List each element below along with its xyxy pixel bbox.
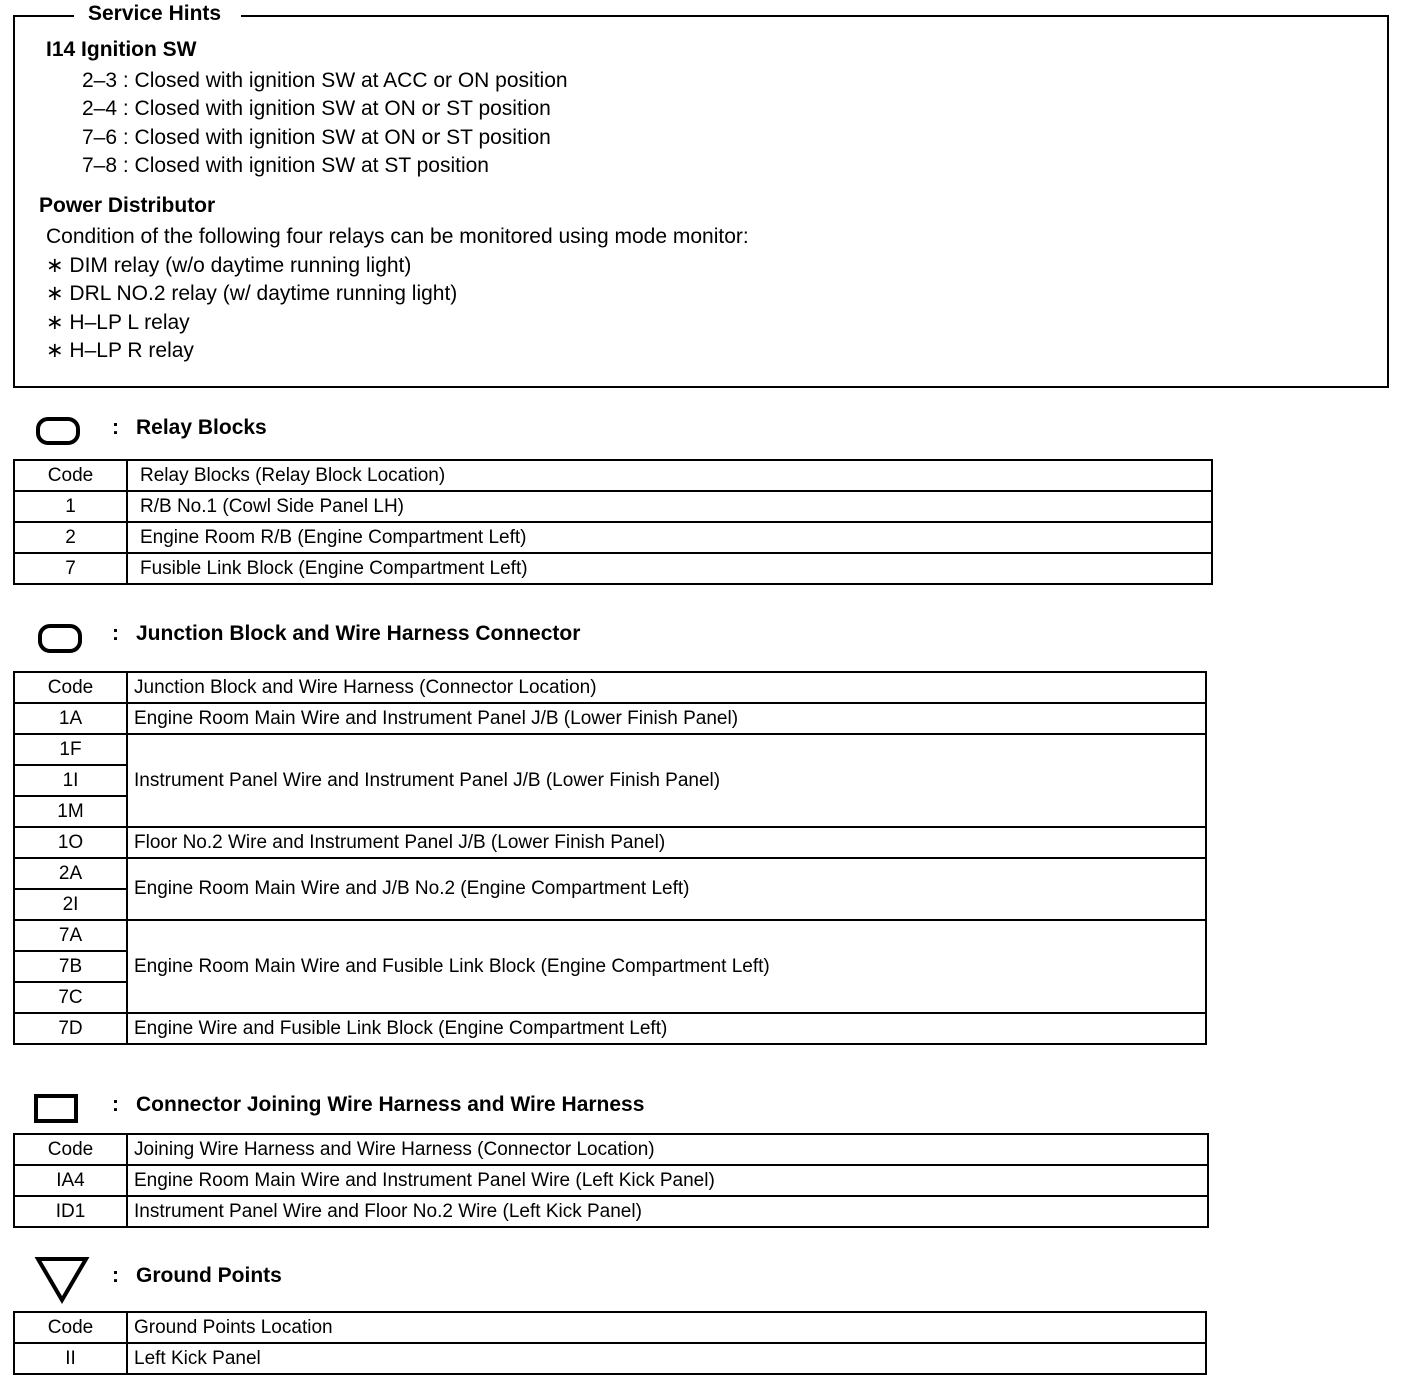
relay-blocks-colon: : <box>112 416 119 439</box>
ignition-sw-heading: I14 Ignition SW <box>46 38 197 61</box>
code-header: Code <box>14 672 127 703</box>
ground-point-triangle-icon <box>34 1256 90 1304</box>
table-header-row <box>14 672 1206 703</box>
location-header: Ground Points Location <box>127 1312 1206 1343</box>
table-row <box>14 1196 1208 1227</box>
relay-list-item: ∗ DRL NO.2 relay (w/ daytime running light) <box>46 282 458 305</box>
table-row <box>14 858 1206 889</box>
connectors-colon: : <box>112 1093 119 1116</box>
junction-block-symbol-icon <box>34 623 84 655</box>
code-cell: 2A <box>14 858 127 889</box>
ground-points-colon: : <box>112 1264 119 1287</box>
table-header-row <box>14 1312 1206 1343</box>
code-cell: 1F <box>14 734 127 765</box>
location-cell: Engine Room Main Wire and Fusible Link Block (Engine Compartment Left) <box>127 920 1206 1013</box>
location-header: Junction Block and Wire Harness (Connector Location) <box>127 672 1206 703</box>
code-cell: IA4 <box>14 1165 127 1196</box>
location-cell: R/B No.1 (Cowl Side Panel LH) <box>127 491 1212 522</box>
relay-block-symbol-icon <box>34 416 82 446</box>
table-row <box>14 1165 1208 1196</box>
table-row <box>14 703 1206 734</box>
junction-blocks-colon: : <box>112 622 119 645</box>
code-cell: 7 <box>14 553 127 584</box>
ground-points-header <box>34 1264 934 1304</box>
ignition-hint-line: 2–4 : Closed with ignition SW at ON or ST position <box>82 97 551 120</box>
connector-symbol-icon <box>34 1093 80 1125</box>
ground-points-title: Ground Points <box>136 1264 282 1287</box>
location-header: Joining Wire Harness and Wire Harness (Connector Location) <box>127 1134 1208 1165</box>
junction-blocks-header <box>34 622 934 662</box>
code-cell: ID1 <box>14 1196 127 1227</box>
location-cell: Floor No.2 Wire and Instrument Panel J/B (Lower Finish Panel) <box>127 827 1206 858</box>
code-cell: 2I <box>14 889 127 920</box>
code-cell: II <box>14 1343 127 1374</box>
service-hints-title: Service Hints <box>74 2 241 26</box>
code-cell: 7C <box>14 982 127 1013</box>
location-cell: Left Kick Panel <box>127 1343 1206 1374</box>
location-cell: Engine Room Main Wire and Instrument Panel Wire (Left Kick Panel) <box>127 1165 1208 1196</box>
location-cell: Engine Room Main Wire and Instrument Panel J/B (Lower Finish Panel) <box>127 703 1206 734</box>
location-cell: Engine Room Main Wire and J/B No.2 (Engine Compartment Left) <box>127 858 1206 920</box>
relay-blocks-header <box>34 416 934 456</box>
ignition-hint-line: 7–6 : Closed with ignition SW at ON or ST position <box>82 126 551 149</box>
table-row <box>14 1013 1206 1044</box>
table-row <box>14 920 1206 951</box>
relay-list-item: ∗ H–LP L relay <box>46 311 190 334</box>
connectors-title: Connector Joining Wire Harness and Wire Harness <box>136 1093 645 1116</box>
junction-blocks-table <box>13 671 1207 1045</box>
code-header: Code <box>14 1312 127 1343</box>
table-row <box>14 1343 1206 1374</box>
table-row <box>14 522 1212 553</box>
location-cell: Fusible Link Block (Engine Compartment Left) <box>127 553 1212 584</box>
table-header-row <box>14 460 1212 491</box>
power-distributor-heading: Power Distributor <box>39 194 216 217</box>
location-cell: Engine Wire and Fusible Link Block (Engine Compartment Left) <box>127 1013 1206 1044</box>
relay-list-item: ∗ H–LP R relay <box>46 339 194 362</box>
table-row <box>14 491 1212 522</box>
code-cell: 7D <box>14 1013 127 1044</box>
table-row <box>14 734 1206 765</box>
code-header: Code <box>14 1134 127 1165</box>
relay-list-item: ∗ DIM relay (w/o daytime running light) <box>46 254 412 277</box>
code-cell: 7B <box>14 951 127 982</box>
code-cell: 7A <box>14 920 127 951</box>
location-header: Relay Blocks (Relay Block Location) <box>127 460 1212 491</box>
code-cell: 1O <box>14 827 127 858</box>
table-row <box>14 553 1212 584</box>
code-cell: 1A <box>14 703 127 734</box>
power-distributor-intro: Condition of the following four relays can be monitored using mode monitor: <box>46 225 749 248</box>
code-cell: 1M <box>14 796 127 827</box>
relay-blocks-title: Relay Blocks <box>136 416 267 439</box>
table-header-row <box>14 1134 1208 1165</box>
ground-points-table <box>13 1311 1207 1375</box>
code-cell: 2 <box>14 522 127 553</box>
location-cell: Instrument Panel Wire and Instrument Panel J/B (Lower Finish Panel) <box>127 734 1206 827</box>
relay-blocks-table <box>13 459 1213 585</box>
connectors-table <box>13 1133 1209 1228</box>
code-cell: 1I <box>14 765 127 796</box>
ignition-hint-line: 2–3 : Closed with ignition SW at ACC or ON position <box>82 69 568 92</box>
connectors-header <box>34 1093 934 1133</box>
ignition-hint-line: 7–8 : Closed with ignition SW at ST position <box>82 154 489 177</box>
location-cell: Instrument Panel Wire and Floor No.2 Wire (Left Kick Panel) <box>127 1196 1208 1227</box>
location-cell: Engine Room R/B (Engine Compartment Left) <box>127 522 1212 553</box>
junction-blocks-title: Junction Block and Wire Harness Connector <box>136 622 581 645</box>
table-row <box>14 827 1206 858</box>
code-cell: 1 <box>14 491 127 522</box>
code-header: Code <box>14 460 127 491</box>
